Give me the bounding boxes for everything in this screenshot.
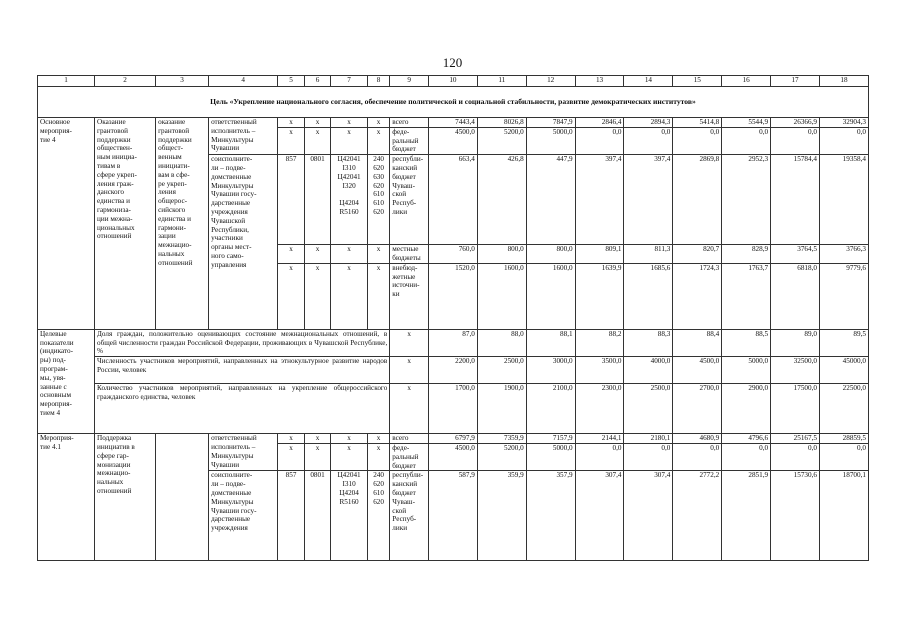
- amount-value: 760,0: [428, 245, 477, 264]
- responsible-executor: ответственный исполнитель – Минкультуры Чувашии: [209, 434, 278, 471]
- funding-source: республи- канский бюджет Чуваш- ской Респуб- лики: [390, 155, 429, 245]
- indicator-value: 3000,0: [526, 357, 575, 384]
- amount-value: 0,0: [575, 443, 624, 470]
- indicator-value: 88,0: [477, 329, 526, 356]
- amount-value: 397,4: [575, 155, 624, 245]
- expense-type-code: 240 620 630 620 610 610 620: [367, 155, 389, 245]
- amount-value: 1724,3: [673, 263, 722, 329]
- amount-value: 6818,0: [771, 263, 820, 329]
- section-code: x: [304, 263, 330, 329]
- indicator-value: 5000,0: [722, 357, 771, 384]
- indicator-value: 2900,0: [722, 384, 771, 434]
- section-code: 0801: [304, 155, 330, 245]
- indicator-value: 89,5: [819, 329, 868, 356]
- funding-source: всего: [390, 434, 429, 444]
- co-executors: соисполните- ли – подве- домственные Минкультуры Чувашии госу- дарственные учреждения: [209, 471, 278, 561]
- target-article-code: x: [331, 127, 368, 154]
- target-article-code: x: [331, 443, 368, 470]
- indicator-value: 2500,0: [624, 384, 673, 434]
- column-header: 5: [278, 76, 304, 87]
- amount-value: 7157,9: [526, 434, 575, 444]
- amount-value: 4680,9: [673, 434, 722, 444]
- budget-table: [37, 75, 869, 561]
- amount-value: 7847,9: [526, 118, 575, 128]
- amount-value: 26366,9: [771, 118, 820, 128]
- amount-value: 0,0: [673, 127, 722, 154]
- grbs-code: 857: [278, 155, 304, 245]
- indicator-value: 88,3: [624, 329, 673, 356]
- amount-value: 663,4: [428, 155, 477, 245]
- grbs-code: x: [278, 263, 304, 329]
- indicator-value: 88,5: [722, 329, 771, 356]
- grbs-code: x: [278, 127, 304, 154]
- column-header: 2: [95, 76, 156, 87]
- event-grant-description: оказание грантовой поддержки общест- венным инициати- вам в сфе- ре укреп- ления общерос- сийского единства и гармони- зации межнацио- нальных отношений: [156, 118, 209, 330]
- expense-type-code: 240 620 610 620: [367, 471, 389, 561]
- grbs-code: x: [278, 118, 304, 128]
- amount-value: 820,7: [673, 245, 722, 264]
- target-article-code: Ц42041 І310 Ц42041 І320 Ц4204 R5160: [331, 155, 368, 245]
- target-row: [38, 384, 869, 434]
- event-description: Поддержка инициатив в сфере гар- монизации межнацио- нальных отношений: [95, 434, 156, 561]
- target-row: [38, 357, 869, 384]
- indicator-value: 4000,0: [624, 357, 673, 384]
- column-header: 13: [575, 76, 624, 87]
- amount-value: 3766,3: [819, 245, 868, 264]
- column-header: 17: [771, 76, 820, 87]
- amount-value: 2772,2: [673, 471, 722, 561]
- column-header: 11: [477, 76, 526, 87]
- amount-value: 5200,0: [477, 443, 526, 470]
- column-header: 6: [304, 76, 330, 87]
- amount-value: 1600,0: [526, 263, 575, 329]
- column-header: 16: [722, 76, 771, 87]
- amount-value: 397,4: [624, 155, 673, 245]
- amount-value: 2180,1: [624, 434, 673, 444]
- indicator-value: 88,1: [526, 329, 575, 356]
- amount-value: 5414,8: [673, 118, 722, 128]
- amount-value: 2846,4: [575, 118, 624, 128]
- amount-value: 25167,5: [771, 434, 820, 444]
- indicator-mark: x: [390, 384, 429, 434]
- amount-value: 800,0: [477, 245, 526, 264]
- grbs-code: x: [278, 443, 304, 470]
- indicator-value: 88,4: [673, 329, 722, 356]
- funding-source: республи- канский бюджет Чуваш- ской Респуб- лики: [390, 471, 429, 561]
- co-executors: соисполните- ли – подве- домственные Минкультуры Чувашии госу- дарственные учреждения Чувашской Республики, участники органы мест- ного само- управления: [209, 155, 278, 330]
- funding-source: феде- ральный бюджет: [390, 443, 429, 470]
- grbs-code: x: [278, 434, 304, 444]
- amount-value: 2894,3: [624, 118, 673, 128]
- funding-source: всего: [390, 118, 429, 128]
- indicator-mark: x: [390, 357, 429, 384]
- amount-value: 307,4: [624, 471, 673, 561]
- column-header: 7: [331, 76, 368, 87]
- amount-value: 1520,0: [428, 263, 477, 329]
- amount-value: 3764,5: [771, 245, 820, 264]
- grbs-code: 857: [278, 471, 304, 561]
- indicator-value: 4500,0: [673, 357, 722, 384]
- event-title: Основное мероприя- тие 4: [38, 118, 95, 330]
- responsible-executor: ответственный исполнитель – Минкультуры Чувашии: [209, 118, 278, 155]
- amount-value: 587,9: [428, 471, 477, 561]
- indicator-value: 88,2: [575, 329, 624, 356]
- event-description: Оказание грантовой поддержки обществен- ным инициа- тивам в сфере укреп- ления граж- данского единства и гармониза- ции межна- циональных отношений: [95, 118, 156, 330]
- amount-value: 18700,1: [819, 471, 868, 561]
- indicator-text: Численность участников мероприятий, направленных на этнокультурное развитие народов России, человек: [95, 357, 390, 384]
- expense-type-code: x: [367, 245, 389, 264]
- indicator-text: Количество участников мероприятий, направленных на укрепление общероссийского гражданского единства, человек: [95, 384, 390, 434]
- amount-value: 5200,0: [477, 127, 526, 154]
- amount-value: 7359,9: [477, 434, 526, 444]
- expense-type-code: x: [367, 434, 389, 444]
- amount-value: 7443,4: [428, 118, 477, 128]
- event-row: [38, 118, 869, 128]
- target-article-code: x: [331, 263, 368, 329]
- column-header: 8: [367, 76, 389, 87]
- amount-value: 426,8: [477, 155, 526, 245]
- amount-value: 6797,9: [428, 434, 477, 444]
- target-row: [38, 329, 869, 356]
- column-header: 1: [38, 76, 95, 87]
- column-header: 12: [526, 76, 575, 87]
- targets-label: Целевые показатели (индикато- ры) под- програм- мы, увя- занные с основным мероприя- тием 4: [38, 329, 95, 433]
- amount-value: 0,0: [819, 443, 868, 470]
- amount-value: 800,0: [526, 245, 575, 264]
- amount-value: 2851,9: [722, 471, 771, 561]
- amount-value: 1639,9: [575, 263, 624, 329]
- amount-value: 828,9: [722, 245, 771, 264]
- amount-value: 0,0: [624, 127, 673, 154]
- column-header: 4: [209, 76, 278, 87]
- amount-value: 5000,0: [526, 127, 575, 154]
- column-header: 14: [624, 76, 673, 87]
- amount-value: 0,0: [673, 443, 722, 470]
- column-header: 9: [390, 76, 429, 87]
- funding-source: внебюд- жетные источни- ки: [390, 263, 429, 329]
- section-code: x: [304, 434, 330, 444]
- amount-value: 1763,7: [722, 263, 771, 329]
- event-row: [38, 434, 869, 444]
- amount-value: 4500,0: [428, 443, 477, 470]
- funding-source: феде- ральный бюджет: [390, 127, 429, 154]
- page-number: 120: [442, 55, 463, 70]
- column-header: 15: [673, 76, 722, 87]
- amount-value: 811,3: [624, 245, 673, 264]
- indicator-text: Доля граждан, положительно оценивающих состояние межнациональных отношений, в общей численности граждан Российской Федерации, проживающих в Чувашской Республике, %: [95, 329, 390, 356]
- section-code: x: [304, 443, 330, 470]
- target-article-code: x: [331, 434, 368, 444]
- amount-value: 0,0: [624, 443, 673, 470]
- amount-value: 0,0: [722, 443, 771, 470]
- amount-value: 4500,0: [428, 127, 477, 154]
- amount-value: 28859,5: [819, 434, 868, 444]
- section-code: 0801: [304, 471, 330, 561]
- amount-value: 357,9: [526, 471, 575, 561]
- goal-title: Цель «Укрепление национального согласия, обеспечение политической и социальной стабильности, развитие демократических институтов»: [38, 87, 869, 118]
- column-header-row: [38, 76, 869, 87]
- goal-row: [38, 87, 869, 118]
- amount-value: 5000,0: [526, 443, 575, 470]
- expense-type-code: x: [367, 127, 389, 154]
- amount-value: 0,0: [722, 127, 771, 154]
- amount-value: 359,9: [477, 471, 526, 561]
- amount-value: 32904,3: [819, 118, 868, 128]
- indicator-value: 45000,0: [819, 357, 868, 384]
- indicator-mark: x: [390, 329, 429, 356]
- amount-value: 1685,6: [624, 263, 673, 329]
- target-article-code: x: [331, 245, 368, 264]
- column-header: 18: [819, 76, 868, 87]
- indicator-value: 87,0: [428, 329, 477, 356]
- grbs-code: x: [278, 245, 304, 264]
- indicator-value: 3500,0: [575, 357, 624, 384]
- indicator-value: 2100,0: [526, 384, 575, 434]
- expense-type-code: x: [367, 443, 389, 470]
- amount-value: 2869,8: [673, 155, 722, 245]
- indicator-value: 2700,0: [673, 384, 722, 434]
- target-article-code: Ц42041 І310 Ц4204 R5160: [331, 471, 368, 561]
- amount-value: 809,1: [575, 245, 624, 264]
- amount-value: 8026,8: [477, 118, 526, 128]
- amount-value: 307,4: [575, 471, 624, 561]
- amount-value: 15784,4: [771, 155, 820, 245]
- amount-value: 0,0: [575, 127, 624, 154]
- section-code: x: [304, 118, 330, 128]
- amount-value: 1600,0: [477, 263, 526, 329]
- amount-value: 0,0: [771, 443, 820, 470]
- indicator-value: 2200,0: [428, 357, 477, 384]
- indicator-value: 89,0: [771, 329, 820, 356]
- amount-value: 4796,6: [722, 434, 771, 444]
- indicator-value: 32500,0: [771, 357, 820, 384]
- amount-value: 2144,1: [575, 434, 624, 444]
- column-header: 10: [428, 76, 477, 87]
- column-header: 3: [156, 76, 209, 87]
- amount-value: 9779,6: [819, 263, 868, 329]
- indicator-value: 1900,0: [477, 384, 526, 434]
- indicator-value: 17500,0: [771, 384, 820, 434]
- target-article-code: x: [331, 118, 368, 128]
- amount-value: 447,9: [526, 155, 575, 245]
- event-title: Мероприя- тие 4.1: [38, 434, 95, 561]
- amount-value: 0,0: [771, 127, 820, 154]
- amount-value: 5544,9: [722, 118, 771, 128]
- expense-type-code: x: [367, 263, 389, 329]
- amount-value: 0,0: [819, 127, 868, 154]
- amount-value: 2952,3: [722, 155, 771, 245]
- indicator-value: 2500,0: [477, 357, 526, 384]
- indicator-value: 1700,0: [428, 384, 477, 434]
- section-code: x: [304, 245, 330, 264]
- indicator-value: 22500,0: [819, 384, 868, 434]
- funding-source: местные бюджеты: [390, 245, 429, 264]
- indicator-value: 2300,0: [575, 384, 624, 434]
- empty-cell: [156, 434, 209, 561]
- expense-type-code: x: [367, 118, 389, 128]
- amount-value: 15730,6: [771, 471, 820, 561]
- section-code: x: [304, 127, 330, 154]
- amount-value: 19358,4: [819, 155, 868, 245]
